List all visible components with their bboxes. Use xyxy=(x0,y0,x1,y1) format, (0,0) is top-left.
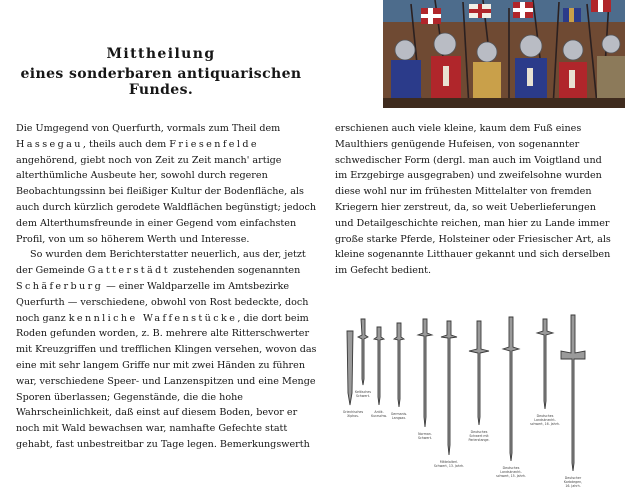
sword-caption-10: Deutscher Korbdegen, 16. Jahrh. xyxy=(563,476,583,488)
place-hassegau: Hassegau xyxy=(16,138,83,150)
sword-caption-2: Keltisches Schwert. xyxy=(355,390,371,398)
paragraph-2: So wurden dem Berichterstatter neuerlich, aus der, jetzt der Gemeinde Gatterstädt zustehenden sogenannten Schäferburg — einer Waldparzelle im Amtsbezirke Querfurth — verschiedene, obwohl von Rost bedeckte, doch noch ganz kennliche Waffenstücke, die dort beim Roden gefunden worden, z. B. mehrere alte Ritterschwerter mit Kreuzgriffen und trefflichen Klingen versehen, wovon das eine mit sehr langem Griffe nur mit zwei Händen zu führen war, verschiedene Speer- und Lanzenspitzen und eine Menge Sporen überlassen; Gegenstände, die die hohe Wahrscheinlichkeit, daß einst auf diesem Boden, bevor er noch mit Wald bewachsen war, namhafte Gefechte statt gehabt, fast unbestreitbar zu Tage legen. Bemerkungswerth xyxy=(16,249,317,450)
sword-plate xyxy=(333,313,625,492)
sword-plate-art xyxy=(333,313,625,492)
sword-caption-9: Deutsches Landsknecht-schwert, 16. Jahrh. xyxy=(530,414,560,426)
place-friesenfelde: Friesenfelde xyxy=(169,138,259,150)
sword-caption-1: Griechisches Xiphos. xyxy=(342,410,364,418)
sword-caption-4: Germanis. Langsax. xyxy=(390,412,408,420)
title-line-2: eines sonderbaren antiquarischen Fundes. xyxy=(20,66,302,98)
sword-caption-8: Deutsches Landsknecht-schwert, 15. Jahrh. xyxy=(496,466,526,478)
paragraph-3: erschienen auch viele kleine, kaum dem Fuß eines Maulthiers genügende Hufeisen, von sogenannter schwedischer Form (dergl. man auch im Voigtland und im Erzgebirge ausgegraben) und zweifelsohne wurden diese wohl nur im frühesten Mittelalter von fremden Kriegern hier zerstreut, da, so weit Ueberlieferungen und Detailgeschichte reichen, man hier zu Lande immer große starke Pferde, Holsteiner oder Friesischer Art, als kleine sogenannte Litthauer gekannt und sich derselben im Gefecht bedient. xyxy=(335,123,611,277)
battle-painting-art xyxy=(383,0,625,108)
paragraph-1: Die Umgegend von Querfurth, vormals zum Theil dem Hassegau, theils auch dem Friesenfelde angehörend, giebt noch von Zeit zu Zeit manch' artige alterthümliche Ausbeute her, sowohl durch regeren Beobachtungssinn bei fleißiger Kultur der Bodenfläche, als auch durch kürzlich gerodete Waldflächen begünstigt; jedoch dem Alterthumsfreunde in einer Gegend vom einfachsten Profil, von um so höherem Werth und Interesse. xyxy=(16,123,317,245)
battle-painting xyxy=(383,0,625,108)
place-gatterstaedt: Gatterstädt xyxy=(87,265,170,277)
sword-caption-6: Mittelalterl. Schwert, 13. Jahrh. xyxy=(433,460,465,468)
right-column xyxy=(335,121,611,279)
sword-caption-3: Antik. Kurzschw. xyxy=(371,410,387,418)
spaced-phrase: kennliche Waffenstücke xyxy=(68,312,238,324)
drop-cap: D xyxy=(16,123,24,134)
sword-caption-5: Norman. Schwert. xyxy=(418,432,432,440)
place-schaeferburg: Schäferburg xyxy=(16,280,104,292)
left-column xyxy=(16,121,322,453)
article-title xyxy=(0,46,322,98)
sword-caption-7: Deutsches Schwert mit Parierstange. xyxy=(468,430,490,442)
title-line-1: Mittheilung xyxy=(106,46,216,62)
